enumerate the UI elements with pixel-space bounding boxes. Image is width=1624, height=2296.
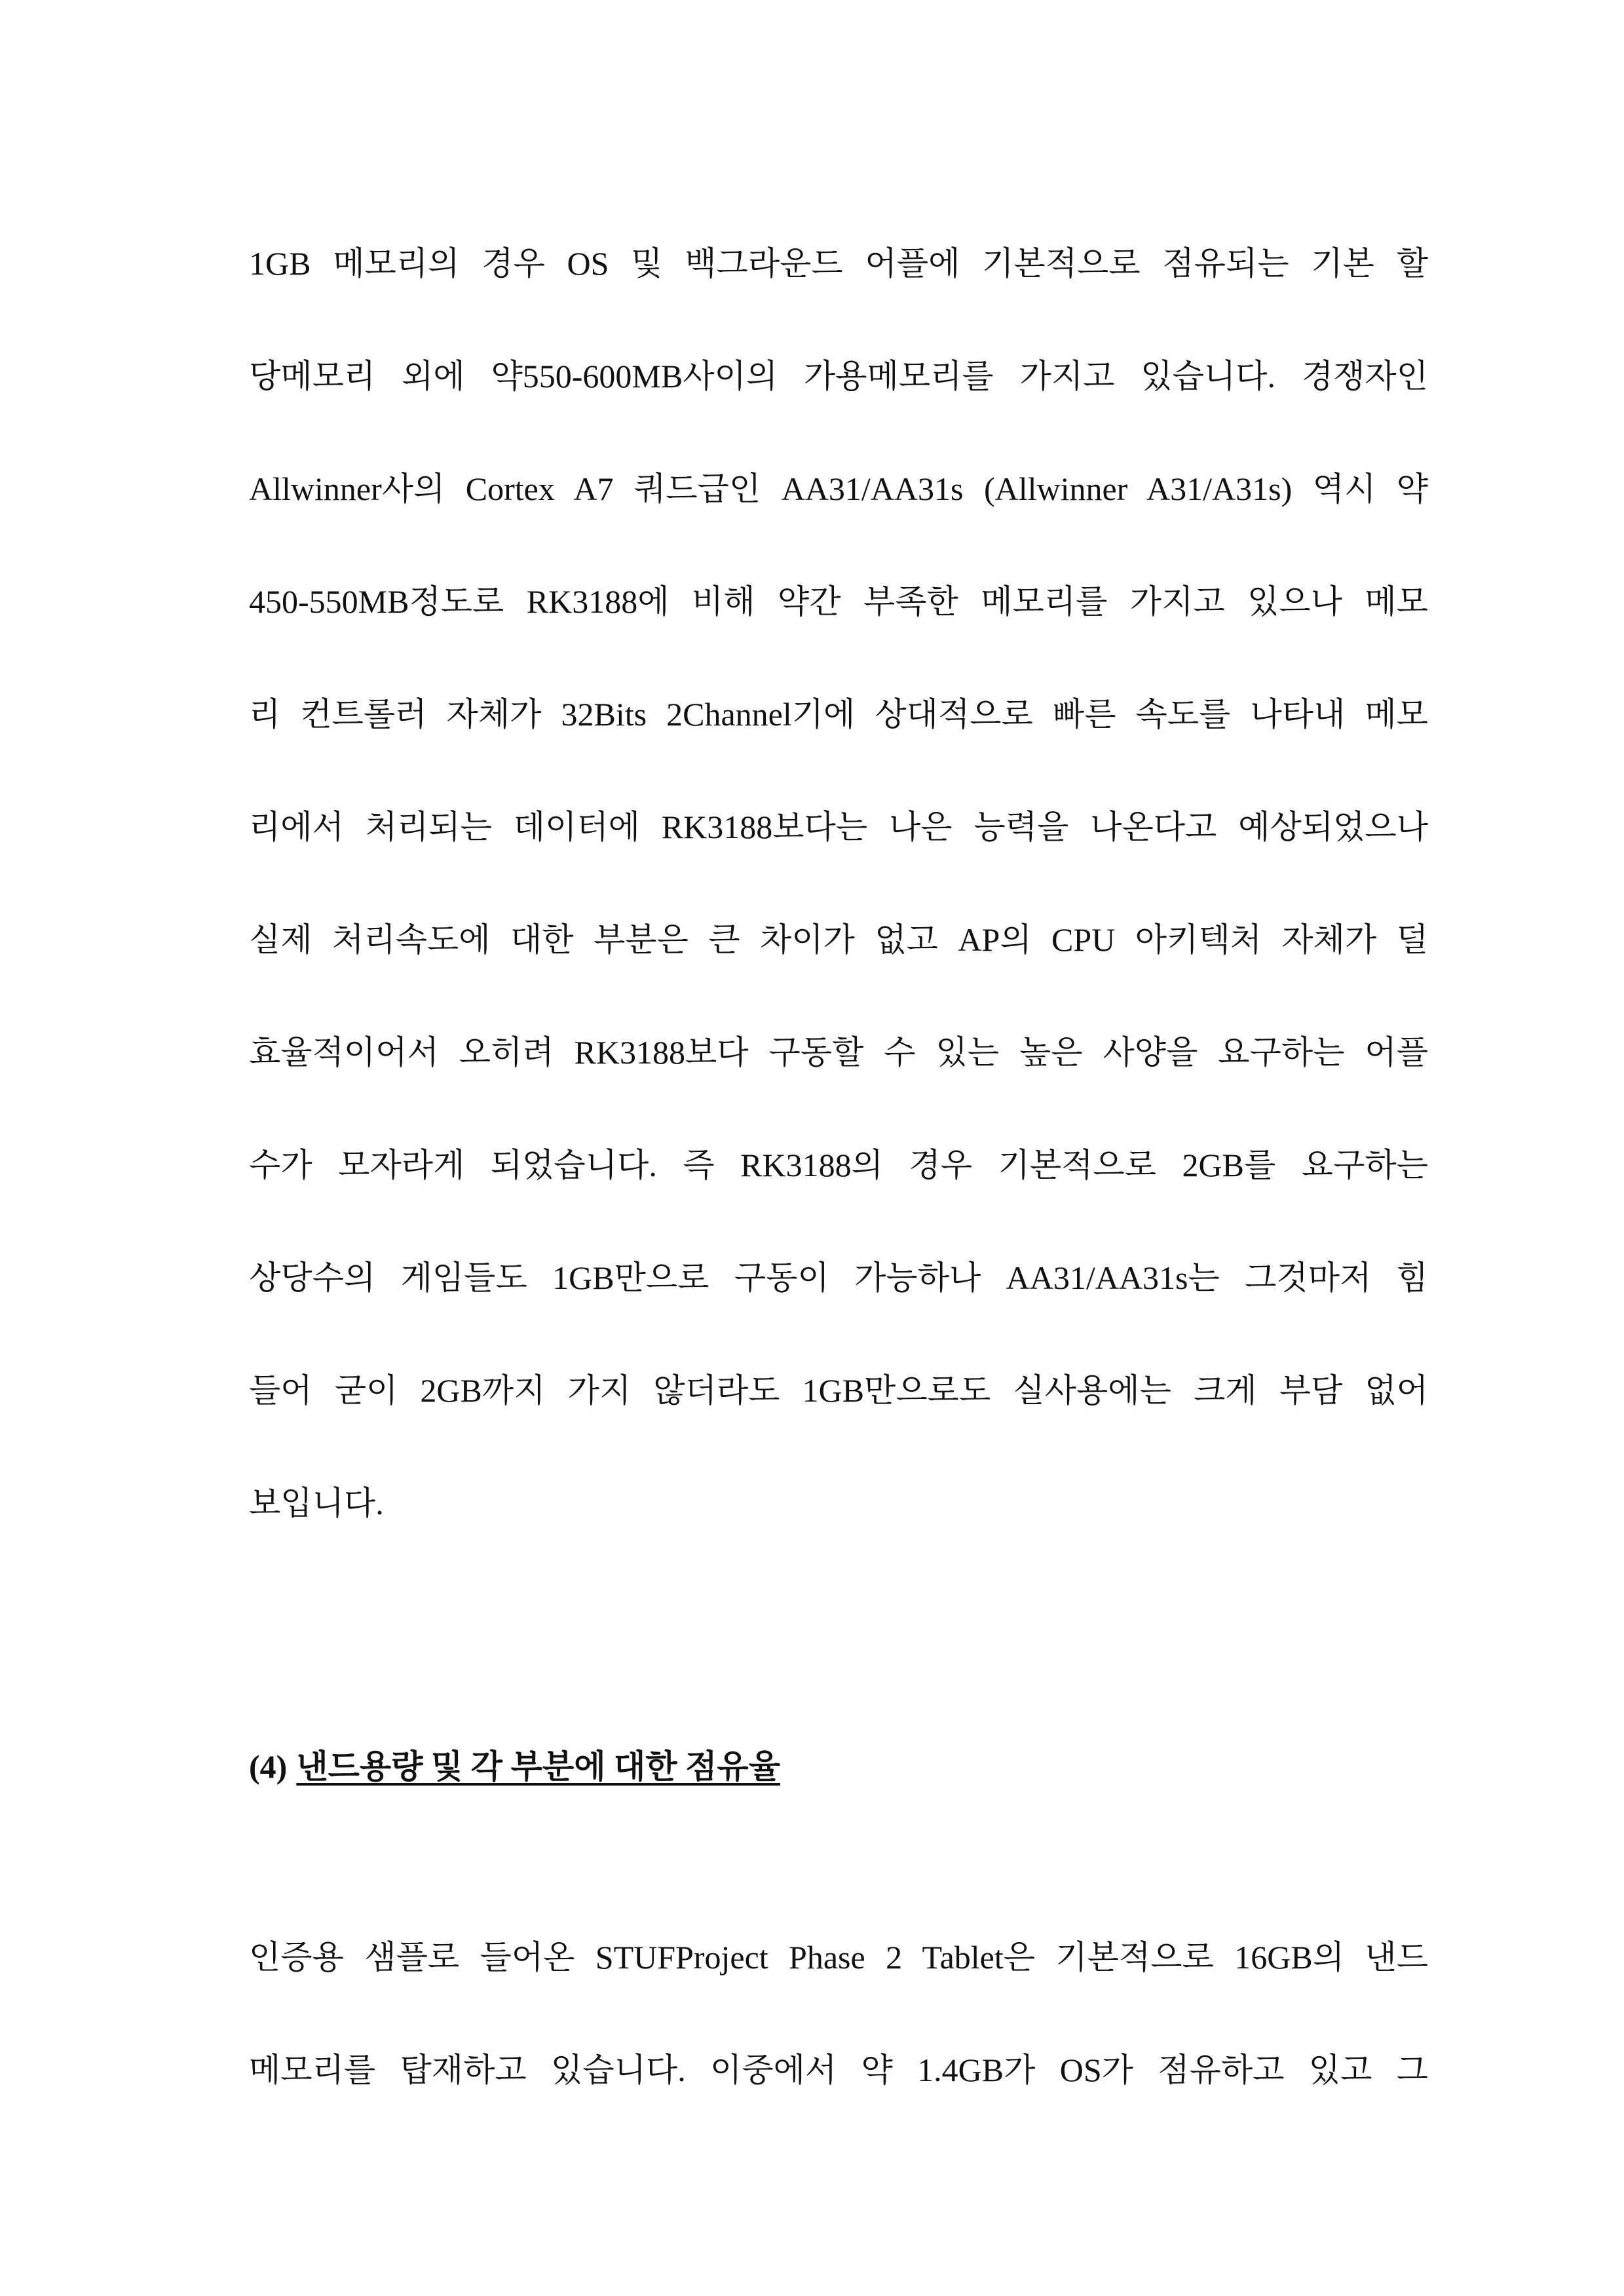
section-number: (4) (249, 1748, 288, 1785)
paragraph-1-line-2: 당메모리 외에 약550-600MB사이의 가용메모리를 가지고 있습니다. 경쟁자인 (249, 358, 1428, 394)
paragraph-2-line-2: 메모리를 탑재하고 있습니다. 이중에서 약 1.4GB가 OS가 점유하고 있고 그 (249, 2052, 1428, 2088)
paragraph-1-line-4: 450-550MB정도로 RK3188에 비해 약간 부족한 메모리를 가지고 있으나 메모 (249, 583, 1428, 620)
paragraph-1-line-1: 1GB 메모리의 경우 OS 및 백그라운드 어플에 기본적으로 점유되는 기본 할 (249, 245, 1428, 282)
paragraph-1-line-8: 효율적이어서 오히려 RK3188보다 구동할 수 있는 높은 사양을 요구하는 어플 (249, 1034, 1428, 1071)
paragraph-1-line-9: 수가 모자라게 되었습니다. 즉 RK3188의 경우 기본적으로 2GB를 요구하는 (249, 1147, 1428, 1183)
paragraph-1-line-7: 실제 처리속도에 대한 부분은 큰 차이가 없고 AP의 CPU 아키텍처 자체가 덜 (249, 921, 1428, 958)
paragraph-1-line-3: Allwinner사의 Cortex A7 쿼드급인 AA31/AA31s (Allwinner A31/A31s) 역시 약 (249, 470, 1428, 507)
section-title: 낸드용량 및 각 부분에 대한 점유율 (296, 1748, 781, 1785)
section-heading (249, 1744, 780, 1789)
paragraph-1-line-10: 상당수의 게임들도 1GB만으로 구동이 가능하나 AA31/AA31s는 그것마저 힘 (249, 1259, 1428, 1296)
paragraph-1-line-11: 들어 굳이 2GB까지 가지 않더라도 1GB만으로도 실사용에는 크게 부담 없어 (249, 1372, 1428, 1409)
paragraph-1-line-6: 리에서 처리되는 데이터에 RK3188보다는 나은 능력을 나온다고 예상되었으나 (249, 809, 1428, 845)
paragraph-1-line-12: 보입니다. (249, 1485, 384, 1521)
paragraph-2-line-1: 인증용 샘플로 들어온 STUFProject Phase 2 Tablet은 기본적으로 16GB의 낸드 (249, 1939, 1428, 1976)
paragraph-1-line-5: 리 컨트롤러 자체가 32Bits 2Channel기에 상대적으로 빠른 속도를 나타내 메모 (249, 696, 1428, 733)
